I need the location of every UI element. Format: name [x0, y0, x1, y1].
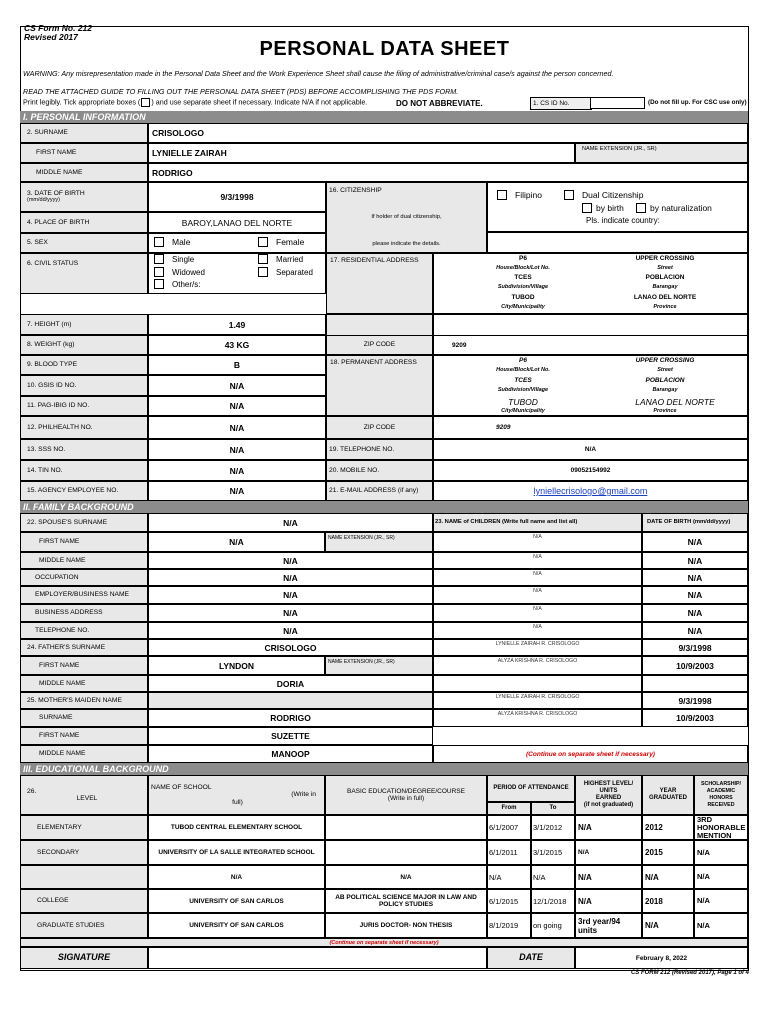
- perm-street-label: Street: [657, 367, 673, 373]
- cs-id-label: 1. CS ID No.: [530, 97, 592, 110]
- single-option[interactable]: Single: [154, 254, 194, 264]
- period-to-field[interactable]: 12/1/2018: [531, 889, 575, 913]
- highest-level-field[interactable]: N/A: [575, 815, 642, 840]
- first-name-label: FIRST NAME: [20, 143, 148, 163]
- blood-type-field[interactable]: B: [148, 355, 326, 375]
- mother-maiden-name-header: [148, 692, 433, 709]
- height-label: 7. HEIGHT (m): [20, 314, 148, 335]
- res-house-label: House/Block/Lot No.: [496, 265, 550, 271]
- child-dob-field[interactable]: N/A: [642, 532, 748, 552]
- mobile-label: 20. MOBILE NO.: [326, 460, 433, 481]
- honors-field[interactable]: N/A: [694, 840, 748, 865]
- spouse-telephone-label: TELEPHONE NO.: [20, 622, 148, 639]
- sss-field[interactable]: N/A: [148, 439, 326, 460]
- weight-field[interactable]: 43 KG: [148, 335, 326, 355]
- highest-level-field[interactable]: N/A: [575, 889, 642, 913]
- email-link[interactable]: lyniellecrisologo@gmail.com: [533, 486, 648, 496]
- telephone-field[interactable]: N/A: [433, 439, 748, 460]
- others-option[interactable]: Other/s:: [154, 279, 200, 289]
- highest-level-field[interactable]: 3rd year/94 units: [575, 913, 642, 938]
- honors-field[interactable]: N/A: [694, 913, 748, 938]
- year-graduated-field[interactable]: N/A: [642, 865, 694, 889]
- course-field[interactable]: [325, 840, 487, 865]
- child-name-field[interactable]: [433, 675, 642, 692]
- highest-level-field[interactable]: N/A: [575, 865, 642, 889]
- child-dob-field[interactable]: N/A: [642, 569, 748, 586]
- period-to-field[interactable]: 3/1/2015: [531, 840, 575, 865]
- res-zip-label: ZIP CODE: [326, 335, 433, 355]
- school-name-field[interactable]: UNIVERSITY OF LA SALLE INTEGRATED SCHOOL: [148, 840, 325, 865]
- place-of-birth-field[interactable]: BAROY,LANAO DEL NORTE: [148, 212, 326, 233]
- cs-id-note: (Do not fill up. For CSC use only): [648, 99, 747, 106]
- agency-employee-label: 15. AGENCY EMPLOYEE NO.: [20, 481, 148, 501]
- section-educational-background: III. EDUCATIONAL BACKGROUND: [20, 763, 748, 775]
- education-level-label: SECONDARY: [20, 840, 148, 865]
- name-extension-label: NAME EXTENSION (JR., SR): [575, 143, 748, 163]
- perm-zip-field[interactable]: 9209: [433, 416, 748, 439]
- perm-subdivision-field[interactable]: TCES: [514, 377, 532, 384]
- mother-middle-name-field[interactable]: MANOOP: [148, 745, 433, 763]
- period-from-field[interactable]: 8/1/2019: [487, 913, 531, 938]
- spouse-middle-name-field[interactable]: N/A: [148, 552, 433, 569]
- period-to-field[interactable]: N/A: [531, 865, 575, 889]
- period-from-field[interactable]: 6/1/2007: [487, 815, 531, 840]
- highest-level-field[interactable]: N/A: [575, 840, 642, 865]
- spouse-telephone-field[interactable]: N/A: [148, 622, 433, 639]
- mother-maiden-name-label: 25. MOTHER'S MAIDEN NAME: [20, 692, 148, 709]
- honors-field[interactable]: 3RD HONORABLE MENTION: [694, 815, 748, 840]
- place-of-birth-label: 4. PLACE OF BIRTH: [20, 212, 148, 233]
- section-personal-information: I. PERSONAL INFORMATION: [20, 111, 748, 123]
- school-name-field[interactable]: TUBOD CENTRAL ELEMENTARY SCHOOL: [148, 815, 325, 840]
- res-barangay-field[interactable]: POBLACION: [610, 274, 720, 281]
- course-field[interactable]: JURIS DOCTOR- NON THESIS: [325, 913, 487, 938]
- tick-box-icon: [141, 98, 150, 107]
- checkbox-icon[interactable]: [154, 279, 164, 289]
- perm-province-label: Province: [653, 408, 677, 414]
- year-graduated-field[interactable]: 2015: [642, 840, 694, 865]
- child-name-field[interactable]: N/A: [433, 552, 642, 569]
- pagibig-label: 11. PAG-IBIG ID NO.: [20, 396, 148, 416]
- education-level-label: [20, 865, 148, 889]
- child-dob-field[interactable]: N/A: [642, 586, 748, 604]
- married-option[interactable]: Married: [258, 254, 303, 264]
- spouse-first-name-field[interactable]: N/A: [148, 532, 325, 552]
- perm-house-field[interactable]: P6: [519, 357, 527, 364]
- child-dob-field[interactable]: N/A: [642, 622, 748, 639]
- school-name-header: NAME OF SCHOOL (Write in full): [148, 775, 325, 815]
- honors-header: SCHOLARSHIP/ ACADEMIC HONORS RECEIVED: [694, 775, 748, 815]
- occupation-field[interactable]: N/A: [148, 569, 433, 586]
- child-name-field[interactable]: N/A: [433, 532, 642, 552]
- middle-name-field[interactable]: RODRIGO: [148, 163, 748, 182]
- spouse-surname-label: 22. SPOUSE'S SURNAME: [20, 513, 148, 532]
- signature-field[interactable]: [148, 947, 487, 969]
- child-dob-field[interactable]: 9/3/1998: [642, 639, 748, 656]
- agency-employee-field[interactable]: N/A: [148, 481, 326, 501]
- dual-citizenship-option[interactable]: Dual Citizenship: [564, 190, 643, 200]
- do-not-abbreviate: DO NOT ABBREVIATE.: [396, 99, 483, 108]
- res-subdivision-field[interactable]: TCES: [468, 274, 578, 281]
- surname-field[interactable]: CRISOLOGO: [148, 123, 748, 143]
- signature-label: SIGNATURE: [20, 947, 148, 969]
- child-name-field[interactable]: LYNIELLE ZAIRAH R. CRISOLOGO: [433, 639, 642, 656]
- res-city-field[interactable]: TUBOD: [468, 294, 578, 301]
- pds-page: [20, 22, 749, 980]
- mother-surname-field[interactable]: RODRIGO: [148, 709, 433, 727]
- separated-option[interactable]: Separated: [258, 267, 313, 277]
- checkbox-icon[interactable]: [154, 267, 164, 277]
- spouse-surname-field[interactable]: N/A: [148, 513, 433, 532]
- sss-label: 13. SSS NO.: [20, 439, 148, 460]
- honors-field[interactable]: N/A: [694, 865, 748, 889]
- indicate-country-label: Pls. indicate country:: [586, 216, 660, 225]
- checkbox-icon[interactable]: [582, 203, 592, 213]
- middle-name-label: MIDDLE NAME: [20, 163, 148, 182]
- female-option[interactable]: Female: [258, 237, 304, 247]
- employer-label: EMPLOYER/BUSINESS NAME: [20, 586, 148, 604]
- family-continue-note: (Continue on separate sheet if necessary): [433, 745, 748, 763]
- res-street-field[interactable]: UPPER CROSSING: [610, 255, 720, 262]
- child-name-field[interactable]: N/A: [433, 604, 642, 622]
- child-dob-field[interactable]: 10/9/2003: [642, 709, 748, 727]
- date-of-birth-label: 3. DATE OF BIRTH (mm/dd/yyyy): [20, 182, 148, 212]
- course-field[interactable]: N/A: [325, 865, 487, 889]
- mother-first-name-label: FIRST NAME: [20, 727, 148, 745]
- date-field[interactable]: February 8, 2022: [575, 947, 748, 969]
- res-city-label: City/Municipality: [501, 304, 545, 310]
- philhealth-field[interactable]: N/A: [148, 416, 326, 439]
- res-subdivision-label: Subdivision/Village: [497, 284, 549, 290]
- res-street-label: Street: [657, 265, 673, 271]
- education-level-label: ELEMENTARY: [20, 815, 148, 840]
- mobile-field[interactable]: 09052154992: [433, 460, 748, 481]
- checkbox-icon[interactable]: [154, 237, 164, 247]
- checkbox-icon[interactable]: [497, 190, 507, 200]
- perm-house-label: House/Block/Lot No.: [496, 367, 550, 373]
- business-address-label: BUSINESS ADDRESS: [20, 604, 148, 622]
- spouse-first-name-label: FIRST NAME: [20, 532, 148, 552]
- education-level-label: GRADUATE STUDIES: [20, 913, 148, 938]
- year-graduated-field[interactable]: N/A: [642, 913, 694, 938]
- date-of-birth-field[interactable]: 9/3/1998: [148, 182, 326, 212]
- residential-address-label: 17. RESIDENTIAL ADDRESS: [326, 253, 433, 314]
- pagibig-field[interactable]: N/A: [148, 396, 326, 416]
- period-from-header: From: [487, 802, 531, 815]
- child-name-field[interactable]: ALYZA KRISHNA R. CRISOLOGO: [433, 656, 642, 675]
- child-name-field[interactable]: N/A: [433, 569, 642, 586]
- by-naturalization-option[interactable]: by naturalization: [636, 203, 712, 213]
- period-from-field[interactable]: N/A: [487, 865, 531, 889]
- by-birth-option[interactable]: by birth: [582, 203, 624, 213]
- school-name-field[interactable]: UNIVERSITY OF SAN CARLOS: [148, 913, 325, 938]
- res-province-field[interactable]: LANAO DEL NORTE: [610, 294, 720, 301]
- form-footer: CS FORM 212 (Revised 2017), Page 1 of 4: [630, 970, 749, 976]
- email-field[interactable]: [433, 481, 748, 501]
- sex-label: 5. SEX: [20, 233, 148, 253]
- employer-field[interactable]: N/A: [148, 586, 433, 604]
- spouse-middle-name-label: MIDDLE NAME: [20, 552, 148, 569]
- child-name-field[interactable]: N/A: [433, 586, 642, 604]
- year-graduated-field[interactable]: 2018: [642, 889, 694, 913]
- height-field[interactable]: 1.49: [148, 314, 326, 335]
- date-label: DATE: [487, 947, 575, 969]
- course-header: BASIC EDUCATION/DEGREE/COURSE (Write in full): [325, 775, 487, 815]
- spouse-name-ext-label: NAME EXTENSION (JR., SR): [325, 532, 433, 552]
- checkbox-icon[interactable]: [258, 237, 268, 247]
- perm-province-field[interactable]: LANAO DEL NORTE: [635, 397, 715, 407]
- print-note: Print legibly. Tick appropriate boxes ( ) and use separate sheet if necessary. Indicate N/A if not applicable.: [23, 97, 368, 107]
- children-label: 23. NAME of CHILDREN (Write full name and list all): [433, 513, 642, 532]
- section-family-background: II. FAMILY BACKGROUND: [20, 501, 748, 513]
- mother-middle-name-label: MIDDLE NAME: [20, 745, 148, 763]
- period-header: PERIOD OF ATTENDANCE: [487, 775, 575, 802]
- blood-type-label: 9. BLOOD TYPE: [20, 355, 148, 375]
- school-name-field[interactable]: N/A: [148, 865, 325, 889]
- perm-subdivision-label: Subdivision/Village: [497, 387, 549, 393]
- checkbox-icon[interactable]: [636, 203, 646, 213]
- course-field[interactable]: AB POLITICAL SCIENCE MAJOR IN LAW AND POLICY STUDIES: [325, 889, 487, 913]
- period-to-field[interactable]: 3/1/2012: [531, 815, 575, 840]
- child-dob-field[interactable]: N/A: [642, 604, 748, 622]
- honors-field[interactable]: N/A: [694, 889, 748, 913]
- period-to-header: To: [531, 802, 575, 815]
- dual-country-field[interactable]: [487, 232, 748, 253]
- philhealth-label: 12. PHILHEALTH NO.: [20, 416, 148, 439]
- res-zip-field[interactable]: 9209: [433, 335, 748, 355]
- surname-label: 2. SURNAME: [20, 123, 148, 143]
- cs-id-field[interactable]: [590, 97, 645, 109]
- child-name-field[interactable]: N/A: [433, 622, 642, 639]
- period-from-field[interactable]: 6/1/2015: [487, 889, 531, 913]
- email-label: 21. E-MAIL ADDRESS (if any): [326, 481, 433, 501]
- perm-barangay-label: Barangay: [652, 387, 678, 393]
- page-title: PERSONAL DATA SHEET: [259, 38, 510, 60]
- education-continue-note: (Continue on separate sheet if necessary): [20, 938, 748, 947]
- perm-city-label: City/Municipality: [501, 408, 545, 414]
- form-number: CS Form No. 212 Revised 2017: [24, 23, 93, 42]
- guide-note: READ THE ATTACHED GUIDE TO FILLING OUT THE PERSONAL DATA SHEET (PDS) BEFORE ACCOMPLISHING THE PDS FORM.: [23, 87, 459, 96]
- father-name-ext-label: NAME EXTENSION (JR., SR): [325, 656, 433, 675]
- perm-street-field[interactable]: UPPER CROSSING: [635, 357, 695, 364]
- permanent-address-label: 18. PERMANENT ADDRESS: [326, 355, 433, 416]
- course-field[interactable]: [325, 815, 487, 840]
- education-level-header: 26. LEVEL: [20, 775, 148, 815]
- checkbox-icon[interactable]: [564, 190, 574, 200]
- father-middle-name-label: MIDDLE NAME: [20, 675, 148, 692]
- father-first-name-field[interactable]: LYNDON: [148, 656, 325, 675]
- occupation-label: OCCUPATION: [20, 569, 148, 586]
- period-from-field[interactable]: 6/1/2011: [487, 840, 531, 865]
- checkbox-icon[interactable]: [258, 254, 268, 264]
- tin-field[interactable]: N/A: [148, 460, 326, 481]
- father-middle-name-field[interactable]: DORIA: [148, 675, 433, 692]
- gsis-field[interactable]: N/A: [148, 375, 326, 396]
- citizenship-label: 16. CITIZENSHIP If holder of dual citizenship, please indicate the details.: [326, 182, 487, 253]
- res-barangay-label: Barangay: [652, 284, 678, 290]
- first-name-field[interactable]: LYNIELLE ZAIRAH: [148, 143, 575, 163]
- civil-status-label: 6. CIVIL STATUS: [20, 253, 148, 294]
- child-dob-field[interactable]: [642, 675, 748, 692]
- mother-first-name-field[interactable]: SUZETTE: [148, 727, 433, 745]
- child-dob-field[interactable]: N/A: [642, 552, 748, 569]
- checkbox-icon[interactable]: [154, 254, 164, 264]
- child-dob-field[interactable]: 10/9/2003: [642, 656, 748, 675]
- business-address-field[interactable]: N/A: [148, 604, 433, 622]
- highest-level-header: HIGHEST LEVEL/ UNITS EARNED (if not graduated): [575, 775, 642, 815]
- father-first-name-label: FIRST NAME: [20, 656, 148, 675]
- perm-barangay-field[interactable]: POBLACION: [645, 377, 685, 384]
- period-to-field[interactable]: on going: [531, 913, 575, 938]
- tin-label: 14. TIN NO.: [20, 460, 148, 481]
- warning-text: WARNING: Any misrepresentation made in the Personal Data Sheet and the Work Experience Sheet shall cause the filing of administrative/criminal case/s against the person concerned.: [23, 69, 614, 78]
- weight-label: 8. WEIGHT (kg): [20, 335, 148, 355]
- mother-surname-label: SURNAME: [20, 709, 148, 727]
- year-graduated-field[interactable]: 2012: [642, 815, 694, 840]
- checkbox-icon[interactable]: [258, 267, 268, 277]
- child-dob-field[interactable]: 9/3/1998: [642, 692, 748, 709]
- res-province-label: Province: [653, 304, 677, 310]
- father-surname-field[interactable]: CRISOLOGO: [148, 639, 433, 656]
- father-surname-label: 24. FATHER'S SURNAME: [20, 639, 148, 656]
- perm-zip-label: ZIP CODE: [326, 416, 433, 439]
- res-house-field[interactable]: P6: [468, 255, 578, 262]
- year-graduated-header: YEAR GRADUATED: [642, 775, 694, 815]
- perm-city-field[interactable]: TUBOD: [508, 397, 538, 407]
- children-dob-label: DATE OF BIRTH (mm/dd/yyyy): [642, 513, 748, 532]
- school-name-field[interactable]: UNIVERSITY OF SAN CARLOS: [148, 889, 325, 913]
- widowed-option[interactable]: Widowed: [154, 267, 205, 277]
- child-name-field[interactable]: ALYZA KRISHNA R. CRISOLOGO: [433, 709, 642, 727]
- education-level-label: COLLEGE: [20, 889, 148, 913]
- gsis-label: 10. GSIS ID NO.: [20, 375, 148, 396]
- male-option[interactable]: Male: [154, 237, 190, 247]
- telephone-label: 19. TELEPHONE NO.: [326, 439, 433, 460]
- child-name-field[interactable]: LYNIELLE ZAIRAH R. CRISOLOGO: [433, 692, 642, 709]
- filipino-option[interactable]: Filipino: [497, 190, 542, 200]
